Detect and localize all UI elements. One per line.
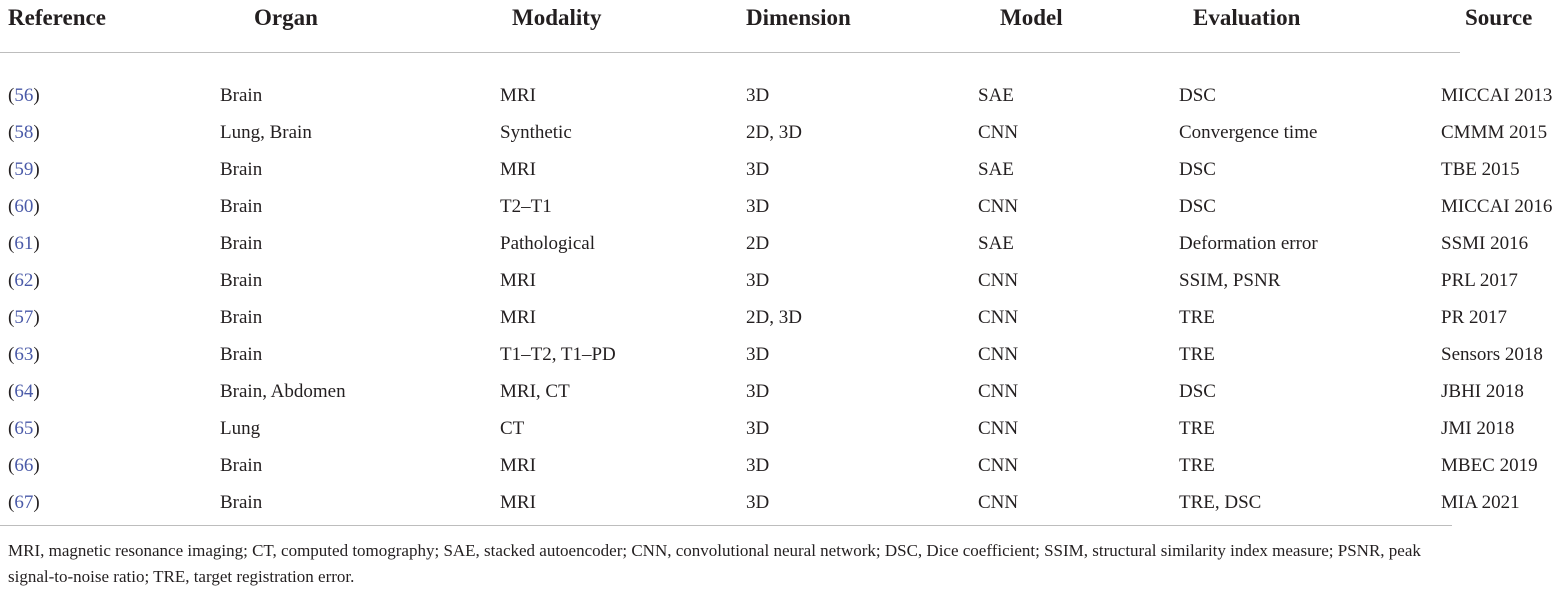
cell-model: CNN: [978, 195, 1019, 217]
table-row: [0, 53, 1460, 115]
cell-model: CNN: [978, 269, 1019, 291]
cell-reference: [0, 151, 212, 188]
cell-dimension: 3D: [746, 158, 770, 180]
cell-reference: [0, 484, 212, 537]
table-header: [0, 0, 1533, 53]
reference-paren-open: (: [8, 380, 15, 402]
reference-link[interactable]: 66: [14, 454, 34, 476]
cell-source: MICCAI 2016: [1441, 195, 1552, 217]
footnote-divider: [0, 525, 1452, 526]
cell-dimension: 3D: [746, 84, 770, 106]
header-source: Source: [1433, 0, 1460, 53]
cell-modality: MRI: [500, 269, 536, 291]
reference-paren-close: ): [33, 343, 40, 365]
reference-paren-open: (: [8, 158, 15, 180]
cell-modality: MRI: [500, 158, 536, 180]
cell-model: SAE: [978, 158, 1014, 180]
table-row: [0, 484, 1460, 537]
reference-paren-close: ): [33, 306, 40, 328]
reference-paren-open: (: [8, 491, 15, 513]
reference-link[interactable]: 59: [14, 158, 34, 180]
header-organ: Organ: [212, 0, 492, 53]
table-row: [0, 114, 1460, 151]
reference-paren-close: ): [33, 380, 40, 402]
reference-paren-close: ): [33, 417, 40, 439]
cell-dimension: 2D, 3D: [746, 306, 802, 328]
cell-dimension: 2D, 3D: [746, 121, 802, 143]
cell-modality: MRI: [500, 84, 536, 106]
cell-model: SAE: [978, 232, 1014, 254]
cell-dimension: 3D: [746, 195, 770, 217]
table-row: [0, 336, 1460, 373]
reference-paren-close: ): [33, 195, 40, 217]
cell-reference: [0, 410, 212, 447]
reference-paren-open: (: [8, 343, 15, 365]
cell-model: CNN: [978, 121, 1019, 143]
cell-organ: Brain: [220, 269, 263, 291]
reference-paren-open: (: [8, 195, 15, 217]
table-row: [0, 151, 1460, 188]
cell-modality: MRI: [500, 306, 536, 328]
reference-paren-open: (: [8, 306, 15, 328]
table-row: [0, 262, 1460, 299]
reference-paren-close: ): [33, 491, 40, 513]
cell-source: CMMM 2015: [1441, 121, 1548, 143]
cell-reference: [0, 53, 212, 115]
reference-paren-open: (: [8, 121, 15, 143]
reference-link[interactable]: 56: [14, 84, 34, 106]
cell-reference: [0, 447, 212, 484]
cell-modality: MRI: [500, 491, 536, 513]
cell-dimension: 3D: [746, 491, 770, 513]
cell-modality: Pathological: [500, 232, 595, 254]
cell-organ: Brain: [220, 195, 263, 217]
cell-source: PRL 2017: [1441, 269, 1518, 291]
table-footnote: MRI, magnetic resonance imaging; CT, computed tomography; SAE, stacked autoencoder; CNN, convolutional neural network; DSC, Dice coefficient; SSIM, structural similarity index measure; PSNR, peak signal-to-noise ratio; TRE, target registration error.: [8, 541, 1421, 586]
reference-link[interactable]: 62: [14, 269, 34, 291]
cell-source: PR 2017: [1441, 306, 1507, 328]
cell-organ: Brain: [220, 454, 263, 476]
cell-reference: [0, 262, 212, 299]
header-model: Model: [970, 0, 1171, 53]
header-modality: Modality: [492, 0, 738, 53]
table-row: [0, 373, 1460, 410]
cell-source: Sensors 2018: [1441, 343, 1543, 365]
reference-paren-open: (: [8, 454, 15, 476]
reference-link[interactable]: 64: [14, 380, 34, 402]
cell-source: JBHI 2018: [1441, 380, 1524, 402]
cell-dimension: 3D: [746, 269, 770, 291]
table-row: [0, 410, 1460, 447]
cell-evaluation: SSIM, PSNR: [1179, 269, 1281, 291]
reference-paren-open: (: [8, 417, 15, 439]
cell-organ: Brain: [220, 491, 263, 513]
cell-model: CNN: [978, 380, 1019, 402]
cell-reference: [0, 373, 212, 410]
cell-evaluation: DSC: [1179, 158, 1216, 180]
reference-link[interactable]: 65: [14, 417, 34, 439]
cell-organ: Brain: [220, 158, 263, 180]
cell-model: SAE: [978, 84, 1014, 106]
header-dimension: Dimension: [738, 0, 970, 53]
cell-evaluation: TRE: [1179, 343, 1215, 365]
cell-evaluation: Convergence time: [1179, 121, 1318, 143]
reference-paren-close: ): [33, 158, 40, 180]
cell-source: MICCAI 2013: [1441, 84, 1552, 106]
reference-link[interactable]: 63: [14, 343, 34, 365]
cell-organ: Brain, Abdomen: [220, 380, 346, 402]
cell-evaluation: DSC: [1179, 195, 1216, 217]
header-reference: Reference: [0, 0, 212, 53]
table-row: [0, 188, 1460, 225]
cell-source: JMI 2018: [1441, 417, 1515, 439]
cell-source: MIA 2021: [1441, 491, 1520, 513]
reference-paren-close: ): [33, 84, 40, 106]
cell-organ: Lung: [220, 417, 261, 439]
cell-organ: Brain: [220, 306, 263, 328]
cell-organ: Brain: [220, 84, 263, 106]
reference-paren-close: ): [33, 232, 40, 254]
cell-reference: [0, 299, 212, 336]
cell-dimension: 2D: [746, 232, 770, 254]
cell-evaluation: TRE: [1179, 417, 1215, 439]
reference-link[interactable]: 58: [14, 121, 34, 143]
cell-evaluation: DSC: [1179, 84, 1216, 106]
cell-modality: MRI, CT: [500, 380, 570, 402]
cell-modality: MRI: [500, 454, 536, 476]
cell-evaluation: TRE: [1179, 306, 1215, 328]
cell-dimension: 3D: [746, 380, 770, 402]
reference-paren-open: (: [8, 232, 15, 254]
reference-link[interactable]: 67: [14, 491, 34, 513]
cell-model: CNN: [978, 491, 1019, 513]
cell-evaluation: DSC: [1179, 380, 1216, 402]
cell-organ: Brain: [220, 343, 263, 365]
table-row: [0, 299, 1460, 336]
reference-link[interactable]: 57: [14, 306, 34, 328]
cell-organ: Brain: [220, 232, 263, 254]
cell-model: CNN: [978, 343, 1019, 365]
cell-modality: Synthetic: [500, 121, 572, 143]
reference-link[interactable]: 60: [14, 195, 34, 217]
cell-reference: [0, 225, 212, 262]
table-body: [0, 53, 1552, 538]
cell-modality: CT: [500, 417, 525, 439]
reference-paren-close: ): [33, 454, 40, 476]
cell-evaluation: TRE, DSC: [1179, 491, 1262, 513]
cell-reference: [0, 114, 212, 151]
cell-model: CNN: [978, 454, 1019, 476]
reference-paren-close: ): [33, 269, 40, 291]
cell-source: SSMI 2016: [1441, 232, 1529, 254]
cell-modality: T1–T2, T1–PD: [500, 343, 616, 365]
cell-modality: T2–T1: [500, 195, 552, 217]
header-evaluation: Evaluation: [1171, 0, 1433, 53]
table-row: [0, 447, 1460, 484]
cell-dimension: 3D: [746, 417, 770, 439]
cell-model: CNN: [978, 417, 1019, 439]
cell-dimension: 3D: [746, 454, 770, 476]
table-row: [0, 225, 1460, 262]
cell-source: TBE 2015: [1441, 158, 1520, 180]
reference-paren-close: ): [33, 121, 40, 143]
reference-link[interactable]: 61: [14, 232, 34, 254]
cell-reference: [0, 188, 212, 225]
cell-evaluation: Deformation error: [1179, 232, 1318, 254]
header-row: [0, 0, 1460, 53]
reference-paren-open: (: [8, 84, 15, 106]
cell-evaluation: TRE: [1179, 454, 1215, 476]
cell-organ: Lung, Brain: [220, 121, 312, 143]
reference-paren-open: (: [8, 269, 15, 291]
cell-source: MBEC 2019: [1441, 454, 1538, 476]
cell-reference: [0, 336, 212, 373]
cell-dimension: 3D: [746, 343, 770, 365]
cell-model: CNN: [978, 306, 1019, 328]
